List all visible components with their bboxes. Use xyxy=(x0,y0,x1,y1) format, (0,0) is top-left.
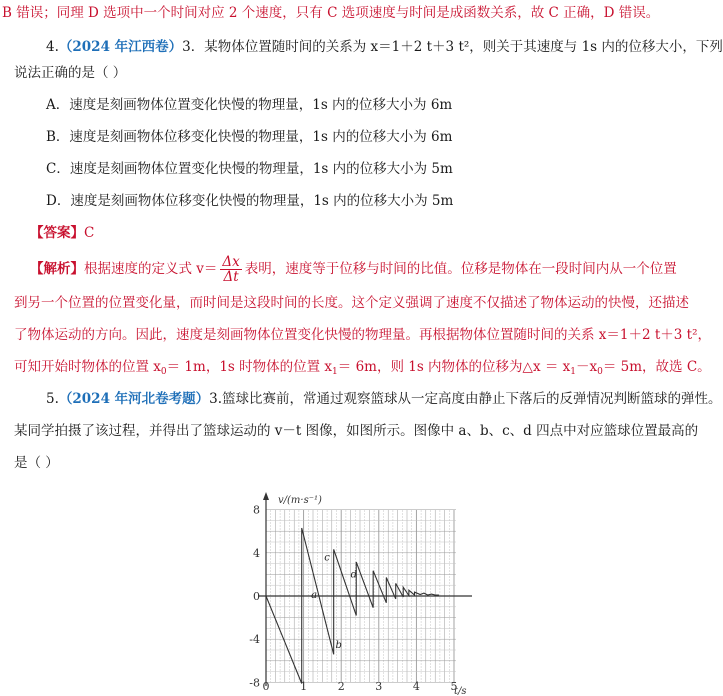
point-label-b: b xyxy=(335,639,342,651)
analysis-text-1b: 表明，速度等于位移与时间的比值。位移是物体在一段时间内从一个位置 xyxy=(244,261,677,277)
question-4-stem-cont xyxy=(14,64,126,82)
question-5-stem-cont-2 xyxy=(14,454,59,472)
analysis-text-2: 到另一个位置的位置变化量，而时间是这段时间的长度。这个定义强调了速度不仅描述了物体运动的快慢，还描述 xyxy=(14,295,689,311)
analysis-text-4d: －x xyxy=(576,359,598,375)
velocity-time-graph xyxy=(244,490,474,696)
option-a xyxy=(46,96,452,114)
x-tick-label: 4 xyxy=(412,680,420,693)
y-tick-labels xyxy=(249,504,260,690)
q4-text-2: 说法正确的是（ ） xyxy=(14,65,127,81)
answer-value: C xyxy=(84,225,95,241)
analysis-line-1 xyxy=(30,252,677,286)
q4-number: 4. xyxy=(46,39,59,55)
x-axis-label: t/s xyxy=(454,686,467,696)
y-tick-label: 8 xyxy=(253,503,260,517)
question-4-stem xyxy=(46,38,723,56)
option-b xyxy=(46,128,452,146)
x-tick-label: 3 xyxy=(375,680,383,693)
q5-text-3: 是（ ） xyxy=(14,455,59,471)
analysis-text-4c: ＝ 6m，则 1s 内物体的位移为△x ＝ x xyxy=(337,359,571,375)
fraction-numerator: Δx xyxy=(222,254,240,270)
velocity-fraction xyxy=(220,255,241,284)
analysis-text-3: 了物体运动的方向。因此，速度是刻画物体位置变化快慢的物理量。再根据物体位置随时间的关系 x＝1＋2 t＋3 t²， xyxy=(14,327,712,343)
analysis-line-3 xyxy=(14,326,711,344)
x-tick-label: 0 xyxy=(262,680,270,693)
y-axis-label: v/(m·s⁻¹) xyxy=(278,495,322,506)
point-label-d: d xyxy=(350,569,358,581)
fraction-denominator: Δt xyxy=(223,269,239,285)
point-label-c: c xyxy=(324,552,330,564)
option-b-text: B．速度是刻画物体位移变化快慢的物理量，1s 内的位移大小为 6m xyxy=(46,129,453,145)
analysis-label: 【解析】 xyxy=(30,261,84,277)
y-tick-label: -4 xyxy=(249,633,260,647)
question-5-stem xyxy=(46,390,722,408)
q5-number: 5. xyxy=(46,391,59,407)
analysis-line-4 xyxy=(14,358,711,381)
x-tick-label: 5 xyxy=(450,680,458,693)
subscript-1b: 1 xyxy=(570,367,576,377)
option-a-text: A．速度是刻画物体位置变化快慢的物理量，1s 内的位移大小为 6m xyxy=(46,97,453,113)
analysis-text-1a: 根据速度的定义式 v＝ xyxy=(84,261,218,277)
analysis-line-2 xyxy=(14,294,689,312)
q5-source: （2024 年河北卷考题） xyxy=(58,391,210,407)
y-tick-label: 0 xyxy=(253,590,260,603)
point-label-a: a xyxy=(311,590,318,602)
answer-line xyxy=(30,224,94,242)
subscript-0b: 0 xyxy=(597,367,603,377)
option-c xyxy=(46,160,453,178)
subscript-1: 1 xyxy=(332,367,338,377)
option-d-text: D．速度是刻画物体位移变化快慢的物理量，1s 内的位移大小为 5m xyxy=(46,193,454,209)
analysis-text-4b: ＝ 1m，1s 时物体的位置 x xyxy=(166,359,333,375)
option-d xyxy=(46,192,453,210)
option-c-text: C．速度是刻画物体位置变化快慢的物理量，1s 内的位移大小为 5m xyxy=(46,161,453,177)
q4-source: （2024 年江西卷） xyxy=(58,39,183,55)
q5-text: 3.篮球比赛前，常通过观察篮球从一定高度由静止下落后的反弹情况判断篮球的弹性。 xyxy=(209,391,722,407)
x-tick-label: 1 xyxy=(300,680,308,693)
y-tick-label: -8 xyxy=(249,676,260,690)
q4-text: 3．某物体位置随时间的关系为 x＝1＋2 t＋3 t²，则关于其速度与 1s 内的位移大小，下列 xyxy=(182,39,723,55)
q5-text-2: 某同学拍摄了该过程，并得出了篮球运动的 v－t 图像，如图所示。图像中 a、b、c、d 四点中对应篮球位置最高的 xyxy=(14,423,699,439)
subscript-0: 0 xyxy=(160,367,167,377)
analysis-text-4a: 可知开始时物体的位置 x xyxy=(14,359,161,375)
analysis-text-4e: ＝ 5m，故选 C。 xyxy=(602,359,711,375)
vt-curve xyxy=(266,528,439,684)
x-tick-label: 2 xyxy=(337,680,345,693)
previous-answer-tail xyxy=(2,4,659,22)
answer-label: 【答案】 xyxy=(30,225,84,241)
y-tick-label: 4 xyxy=(253,546,260,560)
prev-text: B 错误；同理 D 选项中一个时间对应 2 个速度，只有 C 选项速度与时间是成函数关系，故 C 正确，D 错误。 xyxy=(2,5,660,21)
question-5-stem-cont xyxy=(14,422,698,440)
